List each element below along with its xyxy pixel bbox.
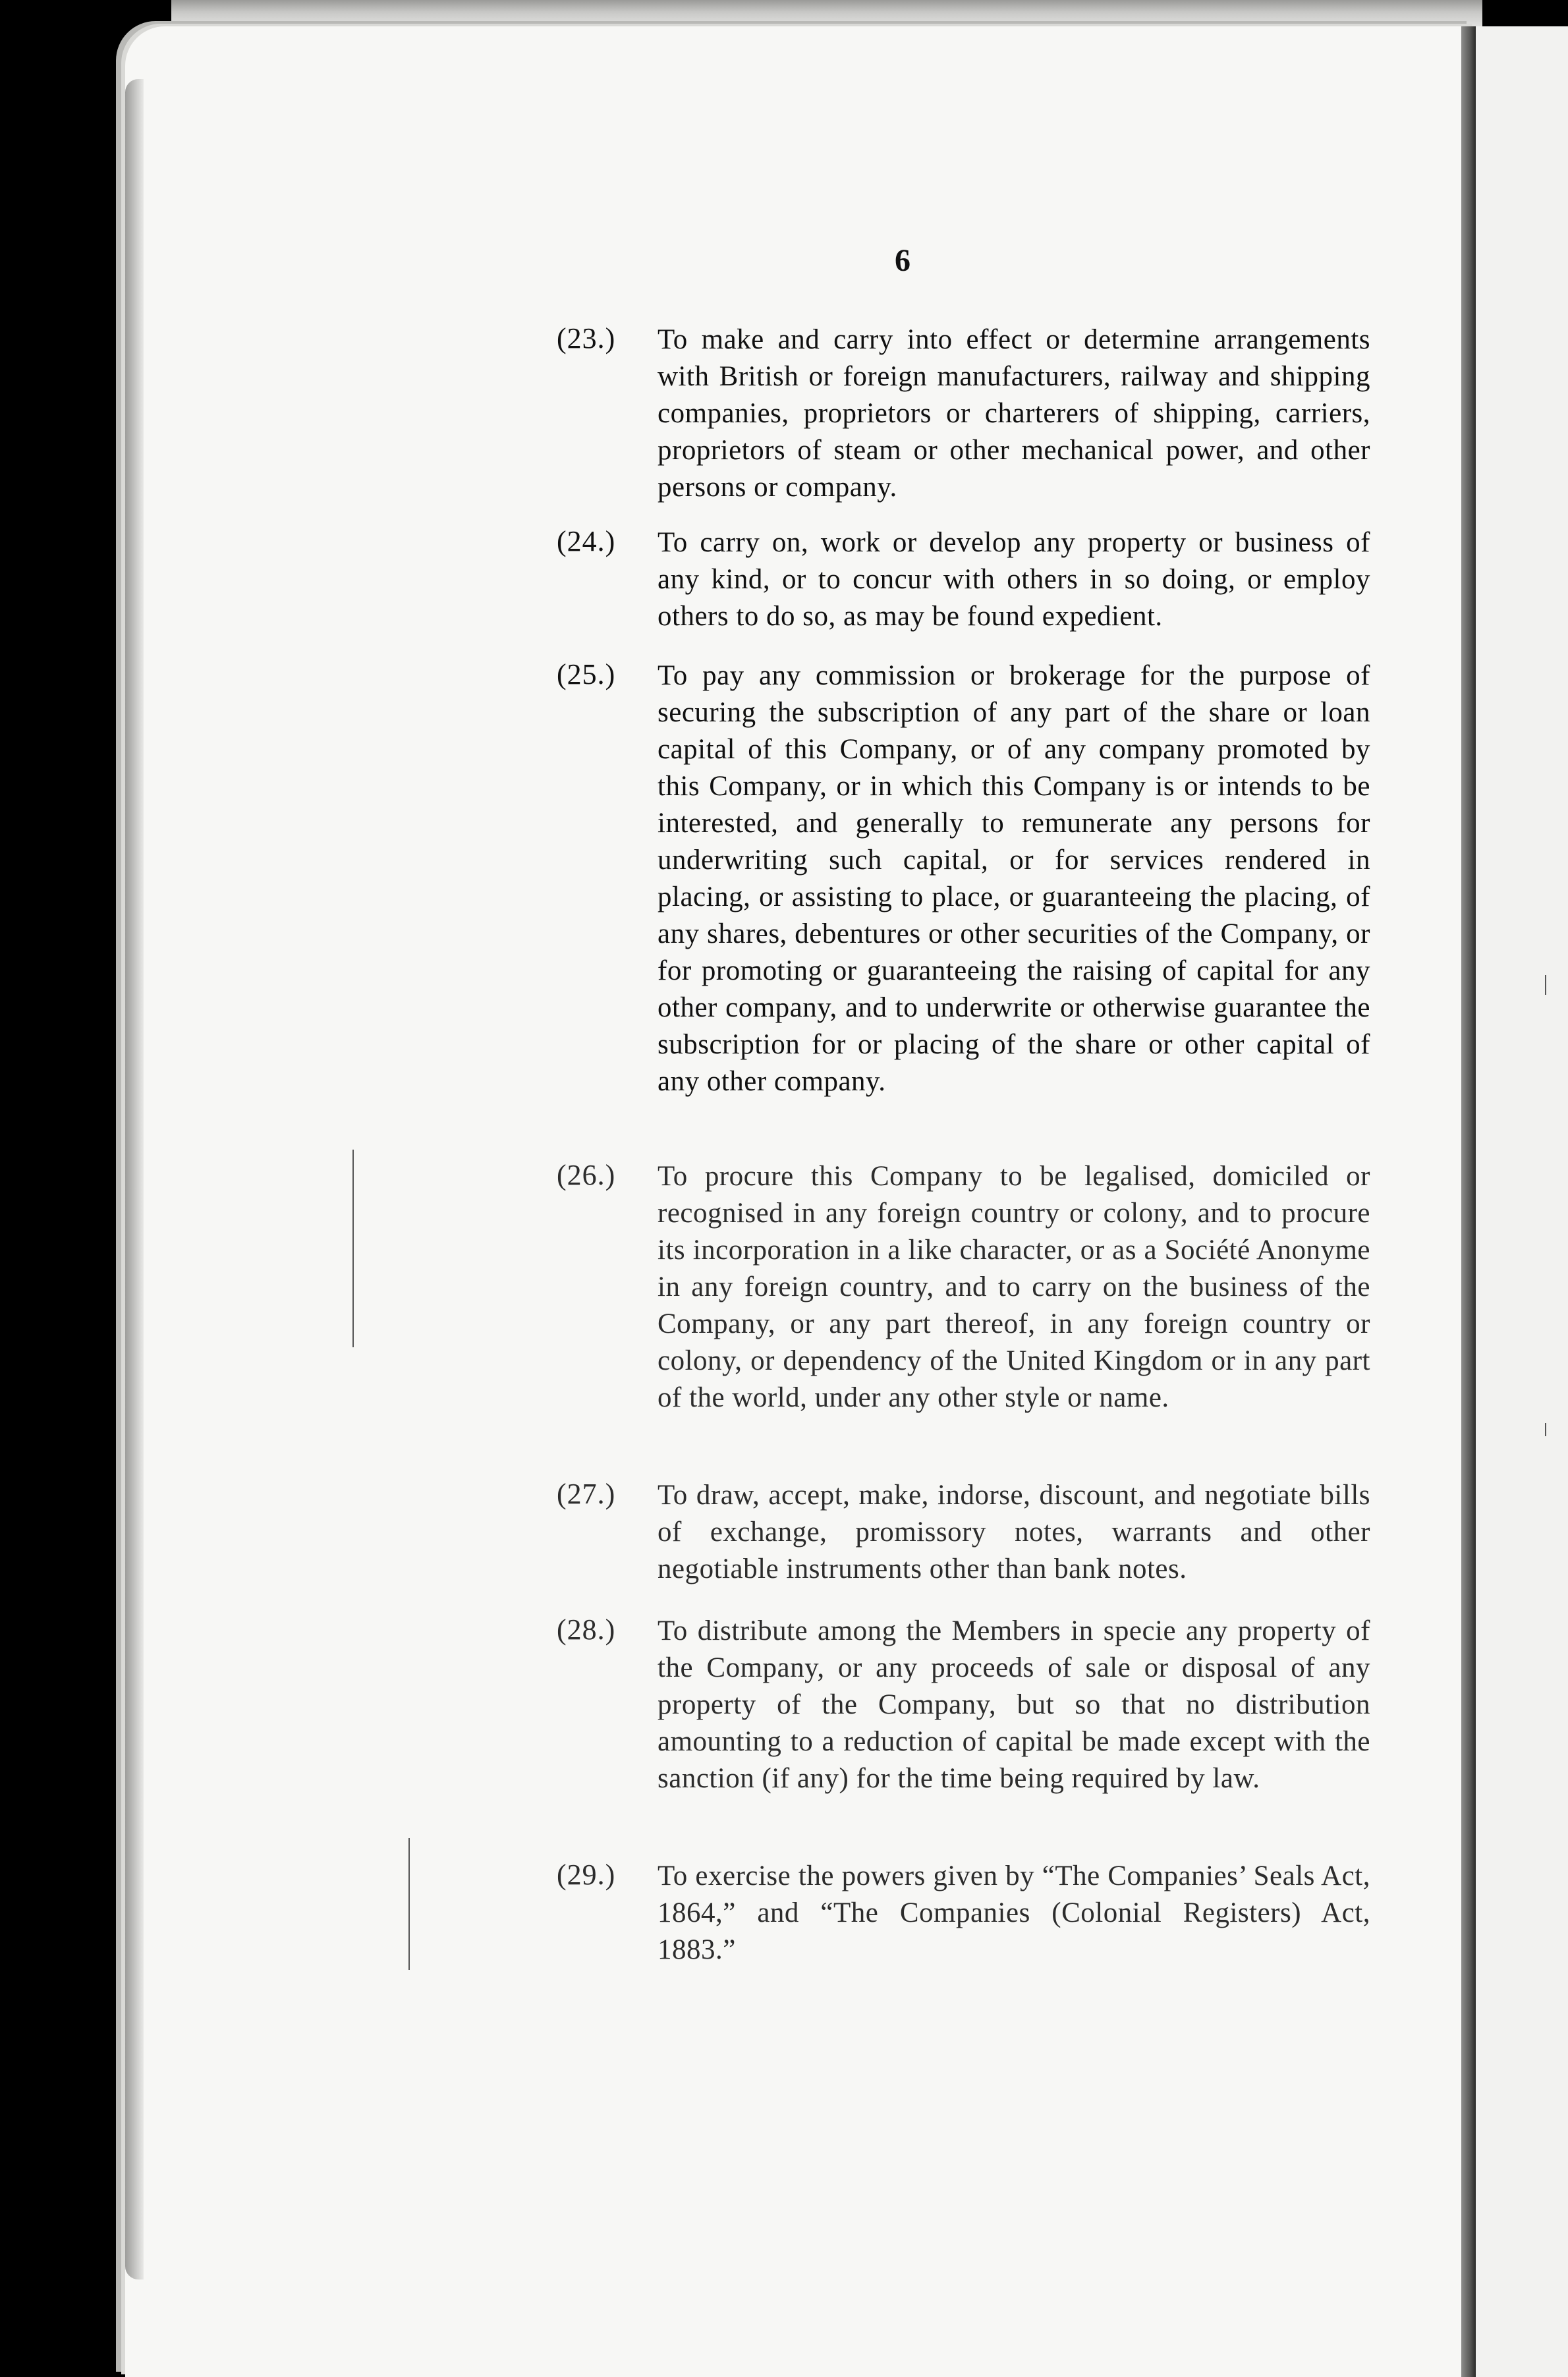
clause-29 bbox=[557, 1858, 1370, 1969]
clause-number: (29.) bbox=[557, 1859, 616, 1891]
clause-text: To exercise the powers given by “The Companies’ Seals Act, 1864,” and “The Companies (Colonial Registers) Act, 1883.” bbox=[658, 1860, 1370, 1965]
book-spine bbox=[1461, 26, 1476, 2377]
clause-27 bbox=[557, 1477, 1370, 1588]
clause-text: To procure this Company to be legalised, domiciled or recognised in any foreign country or colony, and to procure its incorporation in a like character, or as a Société Anonyme in any foreign country, and to carry on the business of the Company, or any part thereof, in any foreign country or colony, or dependency of the United Kingdom or in any part of the world, under any other style or name. bbox=[658, 1161, 1370, 1413]
scan-mark bbox=[1545, 975, 1546, 995]
clause-text: To distribute among the Members in specie any property of the Company, or any proceeds of sale or disposal of any property of the Company, but so that no distribution amounting to a reduction of capital be made except with the sanction (if any) for the time being required by law. bbox=[658, 1615, 1370, 1794]
clause-24 bbox=[557, 524, 1370, 635]
clause-text: To draw, accept, make, indorse, discount, and negotiate bills of exchange, promissory notes, warrants and other negotiable instruments other than bank notes. bbox=[658, 1480, 1370, 1584]
scan-mark bbox=[352, 1150, 354, 1347]
scan-mark bbox=[408, 1838, 410, 1970]
clause-25 bbox=[557, 657, 1370, 1100]
clause-text: To carry on, work or develop any property or business of any kind, or to concur with others in so doing, or employ others to do so, as may be found expedient. bbox=[658, 527, 1370, 632]
clause-number: (25.) bbox=[557, 658, 616, 690]
facing-page-edge bbox=[1476, 26, 1568, 2377]
clause-28 bbox=[557, 1613, 1370, 1797]
clause-number: (28.) bbox=[557, 1613, 616, 1646]
clause-number: (23.) bbox=[557, 322, 616, 354]
clause-text: To pay any commission or brokerage for the purpose of securing the subscription of any part of the share or loan capital of this Company, or of any company promoted by this Company, or in which this Company is or intends to be interested, and generally to remunerate any persons for underwriting such capital, or for services rendered in placing, or assisting to place, or guaranteeing the placing, of any shares, debentures or other securities of the Company, or for promoting or guaranteeing the raising of capital for any other company, and to underwrite or otherwise guarantee the subscription for or placing of the share or other capital of any other company. bbox=[658, 660, 1370, 1097]
page-number: 6 bbox=[895, 243, 910, 278]
clause-number: (24.) bbox=[557, 525, 616, 557]
clause-number: (27.) bbox=[557, 1478, 616, 1510]
scan-mark bbox=[1545, 1423, 1546, 1436]
clause-number: (26.) bbox=[557, 1159, 616, 1191]
clause-text: To make and carry into effect or determine arrangements with British or foreign manufacturers, railway and shipping companies, proprietors or charterers of shipping, carriers, proprietors of steam or other mechanical power, and other persons or company. bbox=[658, 324, 1370, 503]
page-curl-shadow bbox=[125, 79, 144, 2279]
clause-26 bbox=[557, 1158, 1370, 1416]
clause-23 bbox=[557, 322, 1370, 506]
